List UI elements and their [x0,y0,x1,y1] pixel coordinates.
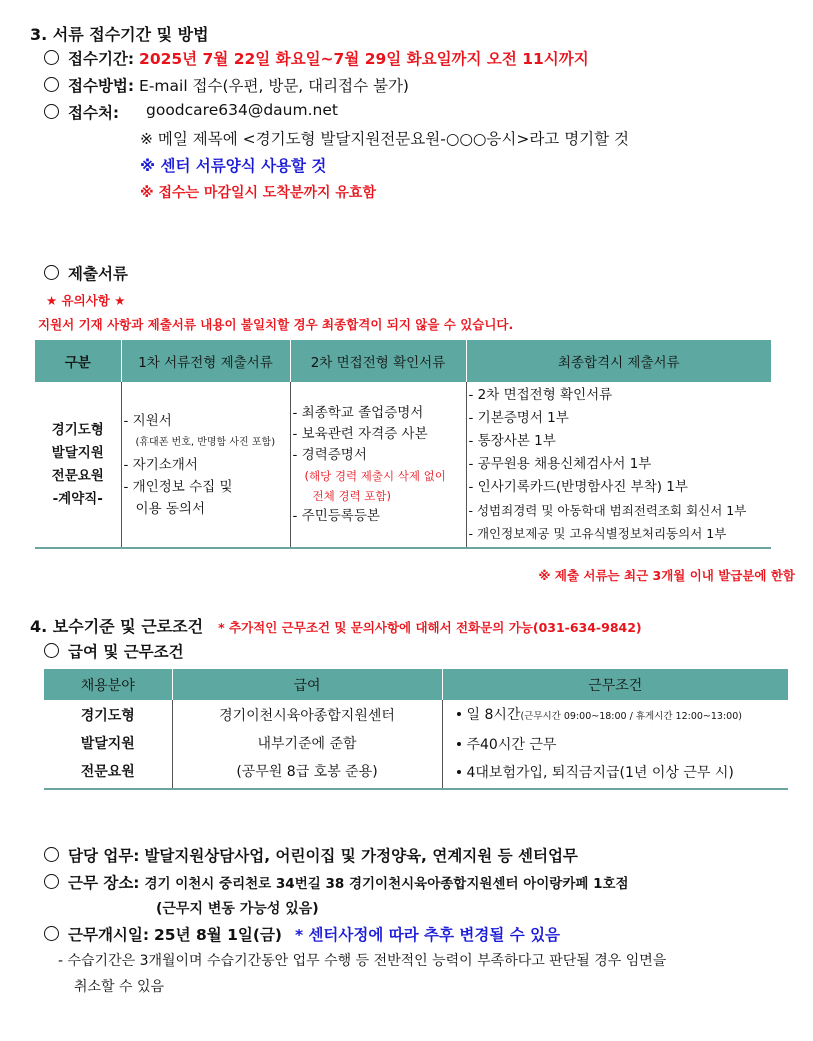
start-label: 근무개시일: [68,926,150,944]
period-value: 2025년 7월 22일 화요일~7월 29일 화요일까지 오전 11시까지 [139,50,589,68]
condition-line [457,731,788,759]
docs-row [44,262,128,284]
bullet-dot-icon [457,712,461,716]
circle-bullet-icon [44,874,59,889]
field-cell [44,700,172,789]
pay-table-header [44,669,788,700]
email-address[interactable]: goodcare634@daum.net [146,101,338,119]
header-category: 구분 [35,340,121,382]
documents-table [35,340,771,549]
condition-line [457,759,788,787]
final-cell [466,382,771,548]
doc-item: - 지원서 [123,412,172,429]
section-4-title: 4. 보수기준 및 근로조건 [30,617,204,636]
header-conditions: 근무조건 [442,669,788,700]
method-label: 접수방법: [68,77,135,95]
circle-bullet-icon [44,265,59,280]
doc-item: - 통장사본 1부 [468,433,556,449]
category-line: 발달지원 [51,444,104,461]
probation-line-2: 취소할 수 있음 [74,979,165,995]
pay-cell [172,700,442,789]
conditions-cell [442,700,788,789]
circle-bullet-icon [44,50,59,65]
header-final: 최종합격시 제출서류 [466,340,771,382]
category-line: -계약직- [52,490,103,507]
deadline-note: ※ 접수는 마감일시 도착분까지 유효함 [140,185,376,201]
doc-item: - 개인정보 수집 및 [123,478,233,495]
work-place-value: 경기 이천시 중리천로 34번길 38 경기이천시육아종합지원센터 아이랑카페 1호점 [144,876,629,892]
pay-line: 경기이천시육아종합지원센터 [219,708,395,724]
duty-value: 발달지원상담사업, 어린이집 및 가정양육, 연계지원 등 센터업무 [144,847,578,865]
place-label: 접수처: [68,104,120,122]
documents-table-header [35,340,771,382]
period-row [44,47,589,69]
doc-note: 전체 경력 포함) [312,488,391,503]
start-row [44,923,560,945]
condition-text: 일 8시간 [466,707,521,723]
work-place-row [44,871,629,893]
doc-item: - 경력증명서 [292,446,367,463]
pay-table [44,669,788,790]
duty-row [44,844,578,866]
warning-text: 지원서 기재 사항과 제출서류 내용이 불일치할 경우 최종합격이 되지 않을 수 있습니다. [38,317,514,332]
doc-item: - 2차 면접전형 확인서류 [468,387,613,403]
header-field: 채용분야 [44,669,172,700]
field-line: 경기도형 [80,708,135,724]
section-4-header [30,614,642,637]
pay-row [44,640,184,662]
circle-bullet-icon [44,643,59,658]
section-4-note: * 추가적인 근무조건 및 문의사항에 대해서 전화문의 가능(031-634-9842) [218,620,642,635]
probation-line-1: - 수습기간은 3개월이며 수습기간동안 업무 수행 등 전반적인 능력이 부족하다고 판단될 경우 임면을 [58,953,667,969]
method-row [44,74,409,96]
category-cell [35,382,121,548]
mail-subject-note: ※ 메일 제목에 <경기도형 발달지원전문요원-○○○응시>라고 명기할 것 [140,130,630,148]
category-line: 전문요원 [51,467,104,484]
table-row [44,700,788,789]
form-note: ※ 센터 서류양식 사용할 것 [140,157,327,175]
bullet-dot-icon [457,742,461,746]
caution-label: ★ 유의사항 ★ [46,293,126,308]
doc-note: (해당 경력 제출시 삭제 없이 [304,468,446,483]
docs-title: 제출서류 [68,265,128,283]
header-first-round: 1차 서류전형 제출서류 [121,340,290,382]
place-row [44,101,119,123]
circle-bullet-icon [44,104,59,119]
section-3-title: 3. 서류 접수기간 및 방법 [30,25,209,44]
doc-item: - 공무원용 채용신체검사서 1부 [468,456,652,472]
work-place-label: 근무 장소: [68,874,140,892]
doc-item: - 자기소개서 [123,456,198,473]
duty-label: 담당 업무: [68,847,140,865]
doc-item: - 인사기록카드(반명함사진 부착) 1부 [468,479,688,495]
doc-item: - 개인정보제공 및 고유식별정보처리동의서 1부 [468,526,727,541]
start-note: * 센터사정에 따라 추후 변경될 수 있음 [294,926,561,944]
period-label: 접수기간: [68,50,135,68]
doc-item: - 주민등록등본 [292,507,380,524]
doc-item: - 기본증명서 1부 [468,410,569,426]
doc-item: - 최종학교 졸업증명서 [292,404,424,421]
doc-item: - 성범죄경력 및 아동학대 범죄전력조회 회신서 1부 [468,503,747,518]
method-value: E-mail 접수(우편, 방문, 대리접수 불가) [139,77,409,95]
second-round-cell [290,382,466,548]
docs-footnote: ※ 제출 서류는 최근 3개월 이내 발급분에 한함 [538,568,795,583]
condition-line [457,701,788,731]
circle-bullet-icon [44,847,59,862]
doc-subnote: (휴대폰 번호, 반명함 사진 포함) [135,436,276,448]
circle-bullet-icon [44,926,59,941]
header-pay: 급여 [172,669,442,700]
field-line: 전문요원 [80,764,135,780]
start-value: 25년 8월 1일(금) [154,926,283,944]
pay-subtitle: 급여 및 근무조건 [68,643,184,661]
doc-item-cont: 이용 동의서 [135,500,205,517]
table-row [35,382,771,548]
work-place-note: (근무지 변동 가능성 있음) [156,901,319,917]
pay-line: 내부기준에 준함 [257,736,357,752]
field-line: 발달지원 [80,736,135,752]
first-round-cell [121,382,290,548]
circle-bullet-icon [44,77,59,92]
condition-hours: (근무시간 09:00~18:00 / 휴게시간 12:00~13:00) [520,711,742,722]
header-second-round: 2차 면접전형 확인서류 [290,340,466,382]
pay-line: (공무원 8급 호봉 준용) [236,764,378,780]
condition-text: 4대보험가입, 퇴직금지급(1년 이상 근무 시) [466,765,734,781]
category-line: 경기도형 [51,421,104,438]
doc-item: - 보육관련 자격증 사본 [292,425,428,442]
bullet-dot-icon [457,770,461,774]
condition-text: 주40시간 근무 [466,737,557,753]
